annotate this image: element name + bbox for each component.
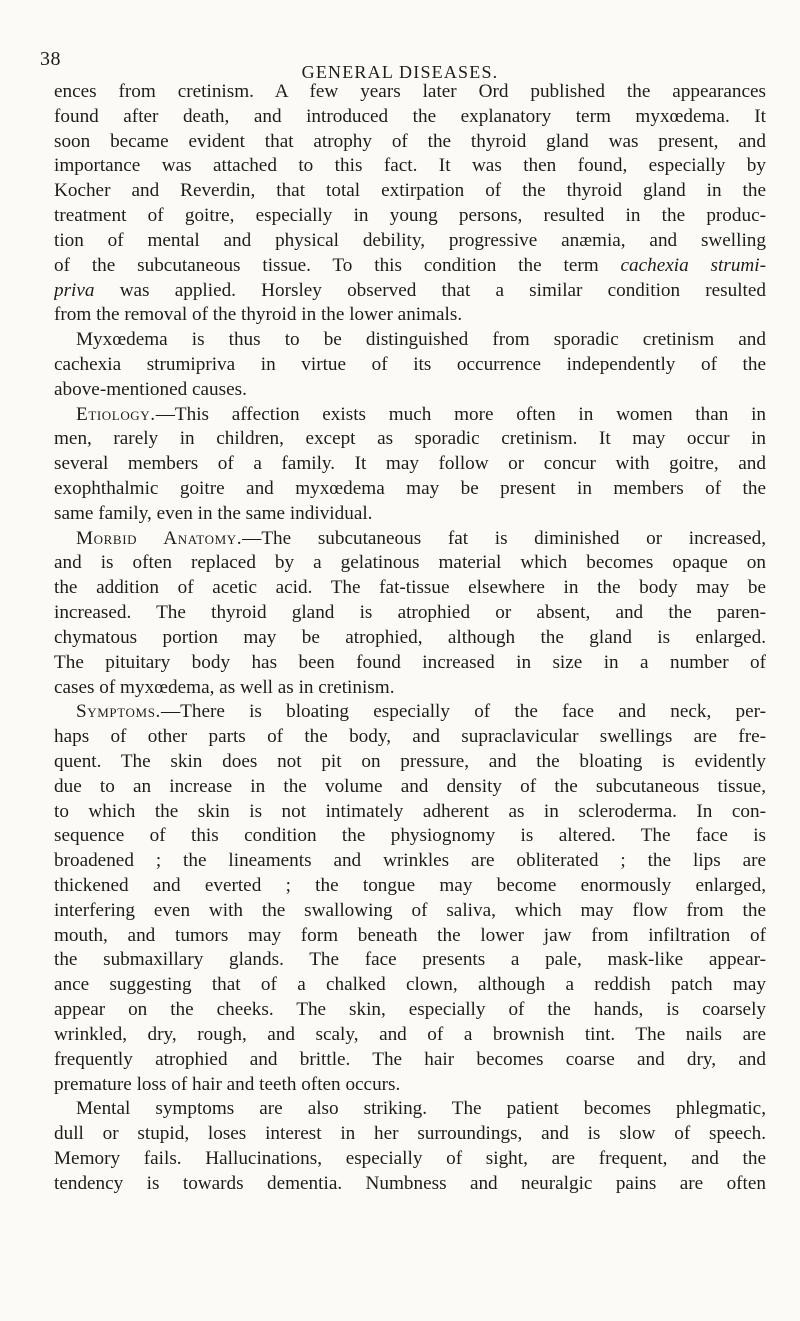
text-line xyxy=(54,204,766,229)
text-line xyxy=(54,154,766,179)
section-heading: Symptoms. xyxy=(76,701,161,723)
text-segment: haps of other parts of the body, and supraclavicular swellings are fre- xyxy=(54,726,766,748)
text-segment: thickened and everted ; the tongue may become enormously enlarged, xyxy=(54,875,766,896)
text-line xyxy=(54,130,766,155)
text-line xyxy=(54,80,766,105)
text-segment: Memory fails. Hallucinations, especially of sight, are frequent, and the xyxy=(54,1147,766,1169)
text-line xyxy=(54,676,766,701)
text-segment: —This affection exists much more often in women than in xyxy=(155,403,766,425)
text-segment: Kocher and Reverdin, that total extirpation of the thyroid gland in the xyxy=(54,180,766,202)
body-text xyxy=(54,80,766,1197)
text-segment: ance suggesting that of a chalked clown, although a reddish patch may xyxy=(54,974,766,996)
text-line xyxy=(54,998,766,1023)
text-line xyxy=(54,700,766,725)
text-segment: the submaxillary glands. The face presents a pale, mask-like appear- xyxy=(54,949,766,971)
text-line xyxy=(54,824,766,849)
text-line xyxy=(54,1147,766,1172)
text-line xyxy=(54,477,766,502)
text-segment: mouth, and tumors may form beneath the lower jaw from infiltration of xyxy=(54,924,766,946)
text-segment: to which the skin is not intimately adherent as in scleroderma. In con- xyxy=(54,800,766,822)
text-line xyxy=(54,1097,766,1122)
text-segment: of the subcutaneous tissue. To this condition the term xyxy=(54,254,621,276)
text-segment: Myxœdema is thus to be distinguished from sporadic cretinism and xyxy=(76,329,766,351)
text-line xyxy=(54,973,766,998)
text-line xyxy=(54,353,766,378)
italic-term: priva xyxy=(54,279,95,301)
text-line xyxy=(54,551,766,576)
text-line xyxy=(54,725,766,750)
text-line xyxy=(54,775,766,800)
text-segment: premature loss of hair and teeth often occurs. xyxy=(54,1073,401,1095)
text-segment: importance was attached to this fact. It was then found, especially by xyxy=(54,155,766,177)
text-line xyxy=(54,1023,766,1048)
text-line xyxy=(54,502,766,527)
text-line xyxy=(54,924,766,949)
text-segment: from the removal of the thyroid in the lower animals. xyxy=(54,304,463,326)
text-line xyxy=(54,1048,766,1073)
text-segment: dull or stupid, loses interest in her surroundings, and is slow of speech. xyxy=(54,1123,766,1145)
text-segment: due to an increase in the volume and density of the subcutaneous tissue, xyxy=(54,775,766,797)
text-segment: —The subcutaneous fat is diminished or increased, xyxy=(242,527,766,549)
text-segment: frequently atrophied and brittle. The hair becomes coarse and dry, and xyxy=(54,1048,766,1070)
text-segment: broadened ; the lineaments and wrinkles are obliterated ; the lips are xyxy=(54,850,766,872)
section-heading: Etiology. xyxy=(76,403,156,425)
text-line xyxy=(54,254,766,279)
text-segment: tion of mental and physical debility, progressive anæmia, and swelling xyxy=(54,229,766,251)
text-line xyxy=(54,651,766,676)
text-line xyxy=(54,849,766,874)
text-line xyxy=(54,576,766,601)
text-line xyxy=(54,105,766,130)
text-segment: soon became evident that atrophy of the thyroid gland was present, and xyxy=(54,130,766,152)
text-segment: increased. The thyroid gland is atrophied or absent, and the paren- xyxy=(54,602,766,624)
text-segment: —There is bloating especially of the face and neck, per- xyxy=(160,701,766,723)
text-segment: found after death, and introduced the explanatory term myxœdema. It xyxy=(54,105,766,127)
text-segment: quent. The skin does not pit on pressure, and the bloating is evidently xyxy=(54,750,766,772)
text-line xyxy=(54,279,766,304)
text-line xyxy=(54,427,766,452)
text-segment: exophthalmic goitre and myxœdema may be present in members of the xyxy=(54,478,766,499)
text-segment: the addition of acetic acid. The fat-tissue elsewhere in the body may be xyxy=(54,577,766,599)
section-heading: Morbid Anatomy. xyxy=(76,527,243,549)
text-segment: The pituitary body has been found increased in size in a number of xyxy=(54,651,766,673)
text-line xyxy=(54,948,766,973)
page-number: 38 xyxy=(40,48,61,70)
text-line xyxy=(54,328,766,353)
text-segment: treatment of goitre, especially in young persons, resulted in the produc- xyxy=(54,205,766,227)
text-line xyxy=(54,601,766,626)
text-line xyxy=(54,1073,766,1098)
text-segment: cachexia strumipriva in virtue of its occurrence independently of the xyxy=(54,353,766,375)
text-segment: was applied. Horsley observed that a similar condition resulted xyxy=(94,279,766,301)
text-line xyxy=(54,626,766,651)
text-line xyxy=(54,899,766,924)
text-segment: chymatous portion may be atrophied, although the gland is enlarged. xyxy=(54,626,766,648)
italic-term: cachexia strumi- xyxy=(620,254,766,276)
text-line xyxy=(54,179,766,204)
text-segment: several members of a family. It may follow or concur with goitre, and xyxy=(54,453,766,475)
running-title: GENERAL DISEASES. xyxy=(301,62,499,82)
text-segment: and is often replaced by a gelatinous material which becomes opaque on xyxy=(54,552,766,574)
text-segment: ences from cretinism. A few years later Ord published the appearances xyxy=(54,81,766,102)
text-line xyxy=(54,452,766,477)
text-segment: interfering even with the swallowing of saliva, which may flow from the xyxy=(54,899,766,921)
text-segment: cases of myxœdema, as well as in cretinism. xyxy=(54,676,395,698)
text-line xyxy=(54,403,766,428)
text-segment: tendency is towards dementia. Numbness and neuralgic pains are often xyxy=(54,1172,766,1194)
text-segment: wrinkled, dry, rough, and scaly, and of a brownish tint. The nails are xyxy=(54,1023,766,1045)
text-line xyxy=(54,303,766,328)
text-line xyxy=(54,229,766,254)
text-line xyxy=(54,800,766,825)
text-segment: Mental symptoms are also striking. The patient becomes phlegmatic, xyxy=(76,1098,766,1120)
text-segment: men, rarely in children, except as sporadic cretinism. It may occur in xyxy=(54,428,766,450)
text-line xyxy=(54,378,766,403)
text-line xyxy=(54,527,766,552)
text-segment: above-mentioned causes. xyxy=(54,378,247,400)
text-segment: sequence of this condition the physiognomy is altered. The face is xyxy=(54,825,766,847)
text-line xyxy=(54,1122,766,1147)
text-line xyxy=(54,750,766,775)
text-line xyxy=(54,874,766,899)
text-segment: same family, even in the same individual. xyxy=(54,502,373,524)
text-segment: appear on the cheeks. The skin, especially of the hands, is coarsely xyxy=(54,999,766,1021)
text-line xyxy=(54,1172,766,1197)
